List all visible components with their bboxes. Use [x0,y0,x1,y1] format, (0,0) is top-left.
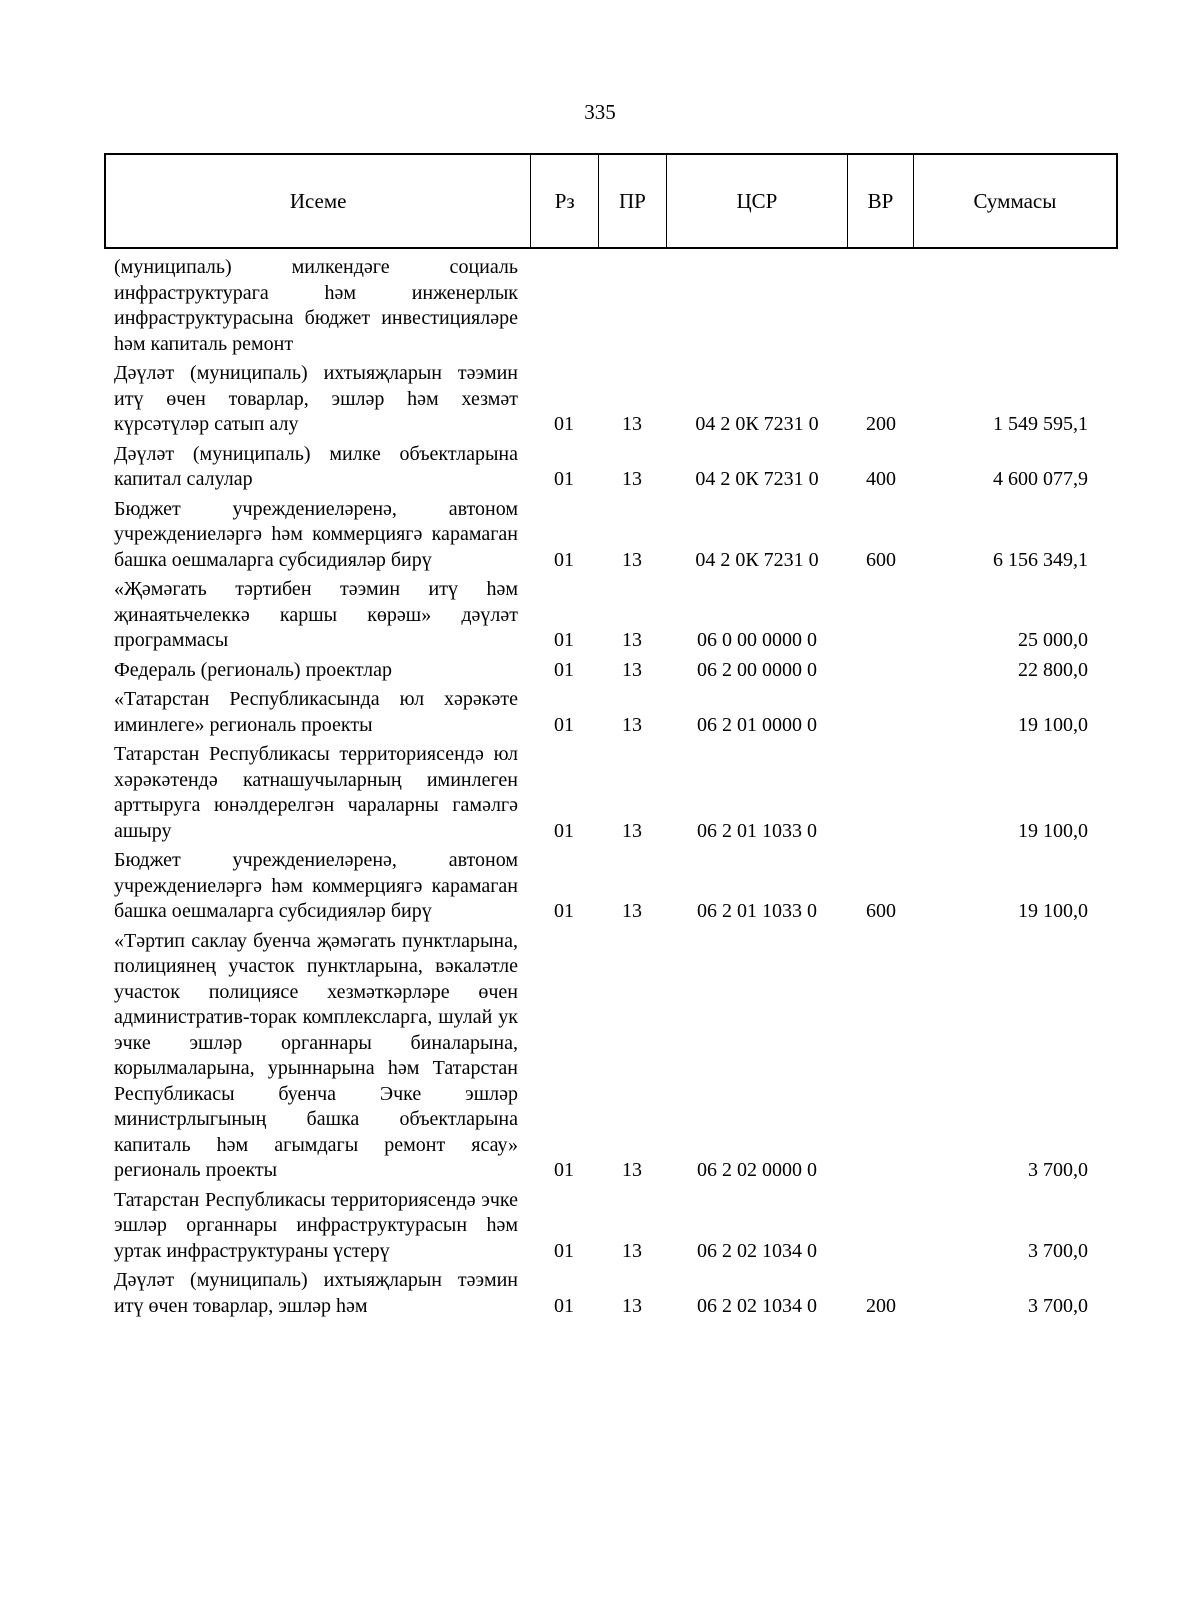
header-csr: ЦСР [666,155,847,247]
table-row [104,497,1118,574]
row-name: Дәүләт (муниципаль) ихтыяҗларын тәэмин итү өчен товарлар, эшләр һәм хезмәт күрсәтүләр сатып алу [114,362,518,435]
row-rz: 01 [554,413,574,435]
row-name: Татарстан Республикасы территориясендә юл хәрәкәтендә катнашучыларның иминлеген арттыруга юнәлдерелгән чараларны гамәлгә ашыру [114,743,518,842]
row-csr: 06 2 02 1034 0 [697,1294,817,1317]
row-name: Дәүләт (муниципаль) ихтыяҗларын тәэмин итү өчен товарлар, эшләр һәм [114,1269,518,1317]
row-sum: 19 100,0 [1018,819,1088,842]
row-csr: 04 2 0К 7231 0 [695,468,819,490]
header-name: Исеме [289,188,347,213]
header-rz: Рз [530,155,598,247]
row-name: «Җәмәгать тәртибен тәэмин итү һәм җинаятьчелеккә каршы көрәш» дәүләт программасы [114,578,518,651]
row-csr: 06 2 01 0000 0 [697,713,817,736]
row-rz: 01 [554,629,574,651]
row-pr: 13 [622,629,642,651]
header-sum: Суммасы [913,155,1116,247]
row-csr: 04 2 0К 7231 0 [695,413,819,435]
row-rz: 01 [554,1294,574,1317]
row-rz: 01 [554,819,574,842]
row-rz: 01 [554,713,574,736]
row-name: «Тәртип саклау буенча җәмәгать пунктларына, полициянең участок пунктларына, вәкаләтле участок полициясе хезмәткәрләре өчен административ-торак комплексларга, шулай ук эчке эшләр органнары биналарына, корылмаларына, урыннарына һәм Татарстан Республикасы буенча Эчке эшләр министрлыгының башка объектларына капиталь һәм агымдагы ремонт ясау» региональ проекты [114,929,518,1181]
row-pr: 13 [622,1239,642,1262]
row-pr: 13 [622,900,642,922]
table-row [104,255,1118,357]
table-row [104,687,1118,738]
row-sum: 22 800,0 [1018,658,1088,681]
row-name: Бюджет учреждениеләренә, автоном учреждениеләргә һәм коммерциягә карамаган башка оешмаларга субсидияләр бирү [114,849,518,922]
table-row [104,929,1118,1184]
table-row [104,848,1118,925]
table-row [104,742,1118,844]
row-sum: 6 156 349,1 [993,548,1088,571]
row-csr: 04 2 0К 7231 0 [695,548,819,571]
row-vr: 600 [866,900,896,922]
row-sum: 3 700,0 [1028,1159,1088,1181]
row-name: «Татарстан Республикасында юл хәрәкәте иминлеге» региональ проекты [114,688,518,736]
row-rz: 01 [554,548,574,571]
row-pr: 13 [622,1159,642,1181]
row-sum: 3 700,0 [1028,1294,1088,1317]
row-vr: 200 [866,1294,896,1317]
row-pr: 13 [622,819,642,842]
row-pr: 13 [622,713,642,736]
row-vr: 400 [866,468,896,490]
row-rz: 01 [554,1239,574,1262]
row-pr: 13 [622,1294,642,1317]
row-pr: 13 [622,413,642,435]
header-pr: ПР [598,155,666,247]
row-csr: 06 2 01 1033 0 [697,819,817,842]
row-csr: 06 2 00 0000 0 [697,658,817,681]
table-row [104,1188,1118,1265]
row-sum: 19 100,0 [1018,713,1088,736]
row-csr: 06 2 02 0000 0 [697,1159,817,1181]
table-row [104,442,1118,493]
row-csr: 06 0 00 0000 0 [697,629,817,651]
row-vr: 200 [866,413,896,435]
row-csr: 06 2 02 1034 0 [697,1239,817,1262]
row-rz: 01 [554,1159,574,1181]
row-rz: 01 [554,468,574,490]
row-name: Дәүләт (муниципаль) милке объектларына капитал салулар [114,442,518,490]
row-sum: 19 100,0 [1018,900,1088,922]
row-csr: 06 2 01 1033 0 [697,900,817,922]
row-sum: 1 549 595,1 [993,413,1088,435]
row-pr: 13 [622,658,642,681]
header-vr: ВР [847,155,913,247]
row-pr: 13 [622,468,642,490]
table-row [104,1268,1118,1319]
page-number: 335 [584,100,616,124]
table-body [104,255,1118,1323]
row-pr: 13 [622,548,642,571]
table-row [104,577,1118,654]
row-rz: 01 [554,658,574,681]
row-vr: 600 [866,548,896,571]
row-sum: 3 700,0 [1028,1239,1088,1262]
row-name: Татарстан Республикасы территориясендә эчке эшләр органнары инфраструктурасын һәм уртак инфраструктураны үстерү [114,1188,518,1262]
table-header [104,153,1118,249]
row-sum: 4 600 077,9 [993,468,1088,490]
row-name: Федераль (региональ) проектлар [114,658,392,681]
table-row [104,658,1118,684]
row-rz: 01 [554,900,574,922]
row-name: (муниципаль) милкендәге социаль инфраструктурага һәм инженерлык инфраструктурасына бюджет инвестицияләре һәм капиталь ремонт [114,256,518,355]
row-name: Бюджет учреждениеләренә, автоном учреждениеләргә һәм коммерциягә карамаган башка оешмаларга субсидияләр бирү [114,497,518,571]
row-sum: 25 000,0 [1018,629,1088,651]
table-row [104,361,1118,438]
